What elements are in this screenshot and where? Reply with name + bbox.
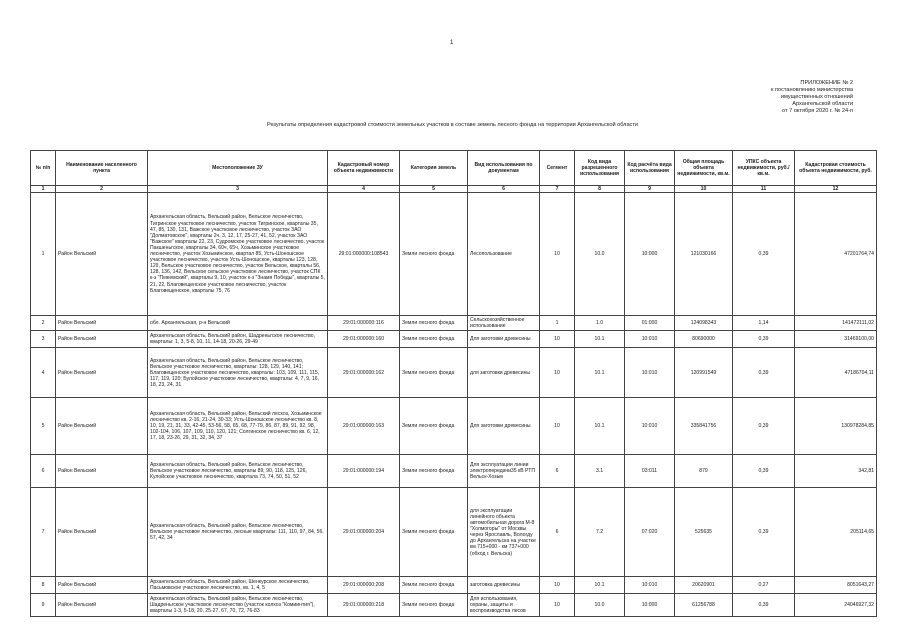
settlement-cell: Район Вельский — [56, 331, 148, 348]
cadastral-number-cell: 29:01:000000:116 — [328, 316, 400, 331]
segment-cell: 6 — [540, 488, 575, 577]
segment-cell: 10 — [540, 594, 575, 617]
location-cell: Архангельская область, Вельский район, Вельское лесничество, Шадреньгское участковое лесничество (участок колхоз "Комиинтия"), кварталы 1-3, 5-18, 20, 25-27, 67, 70, 72, 76-83 — [148, 594, 328, 617]
table-row — [31, 577, 877, 594]
header-cell: УПКС объекта недвижимости, руб./кв.м. — [733, 151, 795, 186]
header-cell: Местоположение ЗУ — [148, 151, 328, 186]
table-row — [31, 348, 877, 398]
table-row — [31, 455, 877, 488]
page-number: 1 — [450, 40, 454, 46]
column-number-row — [31, 186, 877, 193]
row-number: 4 — [31, 348, 56, 398]
column-number: 12 — [795, 186, 877, 193]
row-number: 7 — [31, 488, 56, 577]
usage-cell: Сельскохозяйственное использование — [468, 316, 540, 331]
header-cell: Категория земель — [400, 151, 468, 186]
calc-code-cell: 10:010 — [625, 398, 675, 455]
area-cell: 80690000 — [675, 331, 733, 348]
land-category-cell: Земли лесного фонда — [400, 316, 468, 331]
header-cell: Код вида разрешенного использования — [575, 151, 625, 186]
upks-cell: 0,39 — [733, 331, 795, 348]
usage-cell: Для заготовки древесины — [468, 398, 540, 455]
appendix-line: от 7 октября 2020 г. № 24-п — [782, 108, 853, 114]
settlement-cell: Район Вельский — [56, 348, 148, 398]
table-row — [31, 316, 877, 331]
cadastral-number-cell: 29:01:000000:160 — [328, 331, 400, 348]
column-number: 7 — [540, 186, 575, 193]
cadastral-cost-cell: 130978284,85 — [795, 398, 877, 455]
location-cell: Архангельская область, Вельский район, Вельское лесничество, Вельское участковое лесничество, кварталы 89, 90, 118, 125, 126, Кулойское участковое лесничество, квартала 73, 74, 50, 51, 52 — [148, 455, 328, 488]
column-number: 10 — [675, 186, 733, 193]
usage-cell: Для использования, охраны, защиты и воспроизводства лесов — [468, 594, 540, 617]
land-category-cell: Земли лесного фонда — [400, 455, 468, 488]
settlement-cell: Район Вельский — [56, 398, 148, 455]
cadastral-number-cell: 29:01:000000:204 — [328, 488, 400, 577]
settlement-cell: Район Вельский — [56, 488, 148, 577]
location-cell: Архангельская область, Вельский район, Вельский лесхоз, Хозьминское лесничество кв. 2-16, 21-24, 30-33; Усть-Шоношское лесничество кв. 8, 10, 19, 21, 31, 33, 42-45, 53-56, 58, 65, 68, 77-79, 86, 87, 89, 91, 92, 98, 102-104, 106, 107, 109, 110, 120, 121; Солгинское лесничество кв. 6, 12, 17, 18, 23-26, 29, 31, 32, 34, 37 — [148, 398, 328, 455]
area-cell: 525635 — [675, 488, 733, 577]
cadastral-number-cell: 29:01:000000:208 — [328, 577, 400, 594]
appendix-line: ПРИЛОЖЕНИЕ № 2 — [800, 80, 853, 86]
land-category-cell: Земли лесного фонда — [400, 348, 468, 398]
area-cell: 124098343 — [675, 316, 733, 331]
upks-cell: 0,39 — [733, 488, 795, 577]
cadastral-number-cell: 29:01:000000:108543 — [328, 193, 400, 316]
upks-cell: 0,27 — [733, 577, 795, 594]
land-category-cell: Земли лесного фонда — [400, 331, 468, 348]
use-code-cell: 10.1 — [575, 398, 625, 455]
settlement-cell: Район Вельский — [56, 577, 148, 594]
usage-cell: заготовка древесины — [468, 577, 540, 594]
page-bottom-mask — [0, 628, 905, 640]
use-code-cell: 10.0 — [575, 594, 625, 617]
header-cell: Код расчёта вида использования — [625, 151, 675, 186]
cadastral-number-cell: 29:01:000000:163 — [328, 398, 400, 455]
segment-cell: 10 — [540, 398, 575, 455]
segment-cell: 10 — [540, 577, 575, 594]
column-number: 3 — [148, 186, 328, 193]
upks-cell: 1,14 — [733, 316, 795, 331]
header-cell: Сегмент — [540, 151, 575, 186]
area-cell: 20620901 — [675, 577, 733, 594]
row-number: 5 — [31, 398, 56, 455]
location-cell: Архангельская область, Вельский район, Вельское лесничество, Тигринское участковое лесничество, участок Тигринское, кварталы 35, 47, 85, 130, 131, Важское участковое лесничество, участок ЗАО "Долматовское", кварталы 2ч, 3, 12, 17, 25-27, 41, 52, участок ЗАО "Важское" кварталы 22, 23, Судромское участковое лесничество, участок Пакшеньгское, кварталы 34, 60ч, 65ч, Хозьминское участковое лесничество, участок Хозьминское, квартал 85, Усть-Шоношское участковое лесничество, участок Усть-Шоношское, кварталы 123, 128, 129, Вельское участковое лесничество, участок Вельское, кварталы 56, 128, 136, 142, Вельское сельское участковое лесничество, участок СПК к-з "Пежемский", кварталы 9, 10, участок к-з "Знамя Победы", кварталы 5, 21, 22, Благовещенское участковое лесничество, участок Благовещенское, кварталы 75, 76 — [148, 193, 328, 316]
land-category-cell: Земли лесного фонда — [400, 488, 468, 577]
usage-cell: для эксплуатации линейного объекта автомобильная дорога М-8 "Холмогоры" от Москвы через Ярославль, Вологду до Архангельска на участке км 715+000 - км 737+000 (обход г. Вельска) — [468, 488, 540, 577]
table-row — [31, 594, 877, 617]
location-cell: Архангельская область, Вельский район, Вельское лесничество, Вельское участковое лесничество, лесные кварталы: 111, 110, 97, 84, 56, 57, 42, 34 — [148, 488, 328, 577]
column-number: 9 — [625, 186, 675, 193]
cadastral-cost-cell: 47186704,11 — [795, 348, 877, 398]
appendix-line: имущественных отношений — [780, 94, 853, 100]
area-cell: 121030166 — [675, 193, 733, 316]
appendix-block — [713, 80, 853, 115]
land-category-cell: Земли лесного фонда — [400, 398, 468, 455]
upks-cell: 0,39 — [733, 398, 795, 455]
segment-cell: 10 — [540, 193, 575, 316]
column-number: 6 — [468, 186, 540, 193]
row-number: 3 — [31, 331, 56, 348]
area-cell: 61256788 — [675, 594, 733, 617]
header-cell: Общая площадь объекта недвижимости, кв.м. — [675, 151, 733, 186]
cadastral-cost-cell: 31469100,00 — [795, 331, 877, 348]
use-code-cell: 10.1 — [575, 577, 625, 594]
usage-cell: Для заготовки древесины — [468, 331, 540, 348]
table-row — [31, 193, 877, 316]
area-cell: 879 — [675, 455, 733, 488]
row-number: 8 — [31, 577, 56, 594]
upks-cell: 0,39 — [733, 594, 795, 617]
use-code-cell: 10.1 — [575, 348, 625, 398]
usage-cell: для заготовки древесины — [468, 348, 540, 398]
settlement-cell: Район Вельский — [56, 455, 148, 488]
header-cell: Кадастровая стоимость объекта недвижимости, руб. — [795, 151, 877, 186]
segment-cell: 10 — [540, 331, 575, 348]
land-category-cell: Земли лесного фонда — [400, 594, 468, 617]
location-cell: Архангельская область, Вельский район, Шадреньгское лесничество, кварталы: 1, 3, 5-8, 10, 11, 14-18, 20-26, 29-49 — [148, 331, 328, 348]
table-row — [31, 398, 877, 455]
cadastral-number-cell: 29:01:000000:194 — [328, 455, 400, 488]
cadastral-cost-cell: 24046927,32 — [795, 594, 877, 617]
table-row — [31, 331, 877, 348]
cadastral-number-cell: 29:01:000000:218 — [328, 594, 400, 617]
calc-code-cell: 10:000 — [625, 594, 675, 617]
use-code-cell: 3.1 — [575, 455, 625, 488]
row-number: 9 — [31, 594, 56, 617]
calc-code-cell: 10:010 — [625, 577, 675, 594]
document-title: Результаты определения кадастровой стоимости земельных участков в составе земель лесного фонда на территории Архангельской области — [266, 122, 639, 128]
land-category-cell: Земли лесного фонда — [400, 193, 468, 316]
settlement-cell: Район Вельский — [56, 594, 148, 617]
upks-cell: 0,39 — [733, 193, 795, 316]
settlement-cell: Район Вельский — [56, 316, 148, 331]
row-number: 6 — [31, 455, 56, 488]
location-cell: обл. Архангельская, р-н Вельский — [148, 316, 328, 331]
cadastral-cost-cell: 47201764,74 — [795, 193, 877, 316]
settlement-cell: Район Вельский — [56, 193, 148, 316]
segment-cell: 1 — [540, 316, 575, 331]
upks-cell: 0,39 — [733, 348, 795, 398]
use-code-cell: 7.2 — [575, 488, 625, 577]
column-number: 4 — [328, 186, 400, 193]
header-cell: Вид использования по документам — [468, 151, 540, 186]
calc-code-cell: 07:020 — [625, 488, 675, 577]
segment-cell: 6 — [540, 455, 575, 488]
area-cell: 335841756 — [675, 398, 733, 455]
use-code-cell: 10.0 — [575, 193, 625, 316]
calc-code-cell: 01:000 — [625, 316, 675, 331]
table-row — [31, 488, 877, 577]
header-row — [31, 151, 877, 186]
location-cell: Архангельская область, Вельский район, Вельское лесничество, Вельское участковое лесничество, кварталы: 128, 129, 140, 141; Благовещенское участковое лесничество, кварталы: 103, 109, 111, 115, 117, 119, 120; Булойское участковое лесничество, кварталы: 4, 7, 9, 16, 18, 23, 24, 31 — [148, 348, 328, 398]
row-number: 1 — [31, 193, 56, 316]
location-cell: Архангельская область, Вельский район, Шенкурское лесничество, Пасьмовское участковое лесничество, кв. 1, 4, 5 — [148, 577, 328, 594]
cadastral-table — [30, 150, 877, 617]
cadastral-cost-cell: 342,81 — [795, 455, 877, 488]
cadastral-cost-cell: 8051643,27 — [795, 577, 877, 594]
land-category-cell: Земли лесного фонда — [400, 577, 468, 594]
column-number: 1 — [31, 186, 56, 193]
calc-code-cell: 10:010 — [625, 331, 675, 348]
calc-code-cell: 03:011 — [625, 455, 675, 488]
calc-code-cell: 10:010 — [625, 348, 675, 398]
segment-cell: 10 — [540, 348, 575, 398]
use-code-cell: 10.1 — [575, 331, 625, 348]
upks-cell: 0,39 — [733, 455, 795, 488]
header-cell: Кадастровый номер объекта недвижимости — [328, 151, 400, 186]
cadastral-number-cell: 29:01:000000:162 — [328, 348, 400, 398]
column-number: 2 — [56, 186, 148, 193]
appendix-line: к постановлению министерства — [770, 87, 853, 93]
column-number: 5 — [400, 186, 468, 193]
cadastral-cost-cell: 205114,65 — [795, 488, 877, 577]
header-cell: № п/п — [31, 151, 56, 186]
table-body — [31, 193, 877, 617]
usage-cell: Для эксплуатации линии электропередачи35 кВ РТП Вельск-Хозьм — [468, 455, 540, 488]
column-number: 8 — [575, 186, 625, 193]
column-number: 11 — [733, 186, 795, 193]
cadastral-cost-cell: 141472111,02 — [795, 316, 877, 331]
row-number: 2 — [31, 316, 56, 331]
use-code-cell: 1.0 — [575, 316, 625, 331]
calc-code-cell: 10:000 — [625, 193, 675, 316]
header-cell: Наименование населенного пункта — [56, 151, 148, 186]
area-cell: 120991549 — [675, 348, 733, 398]
appendix-line: Архангельской области — [792, 101, 853, 107]
usage-cell: Лесопользование — [468, 193, 540, 316]
